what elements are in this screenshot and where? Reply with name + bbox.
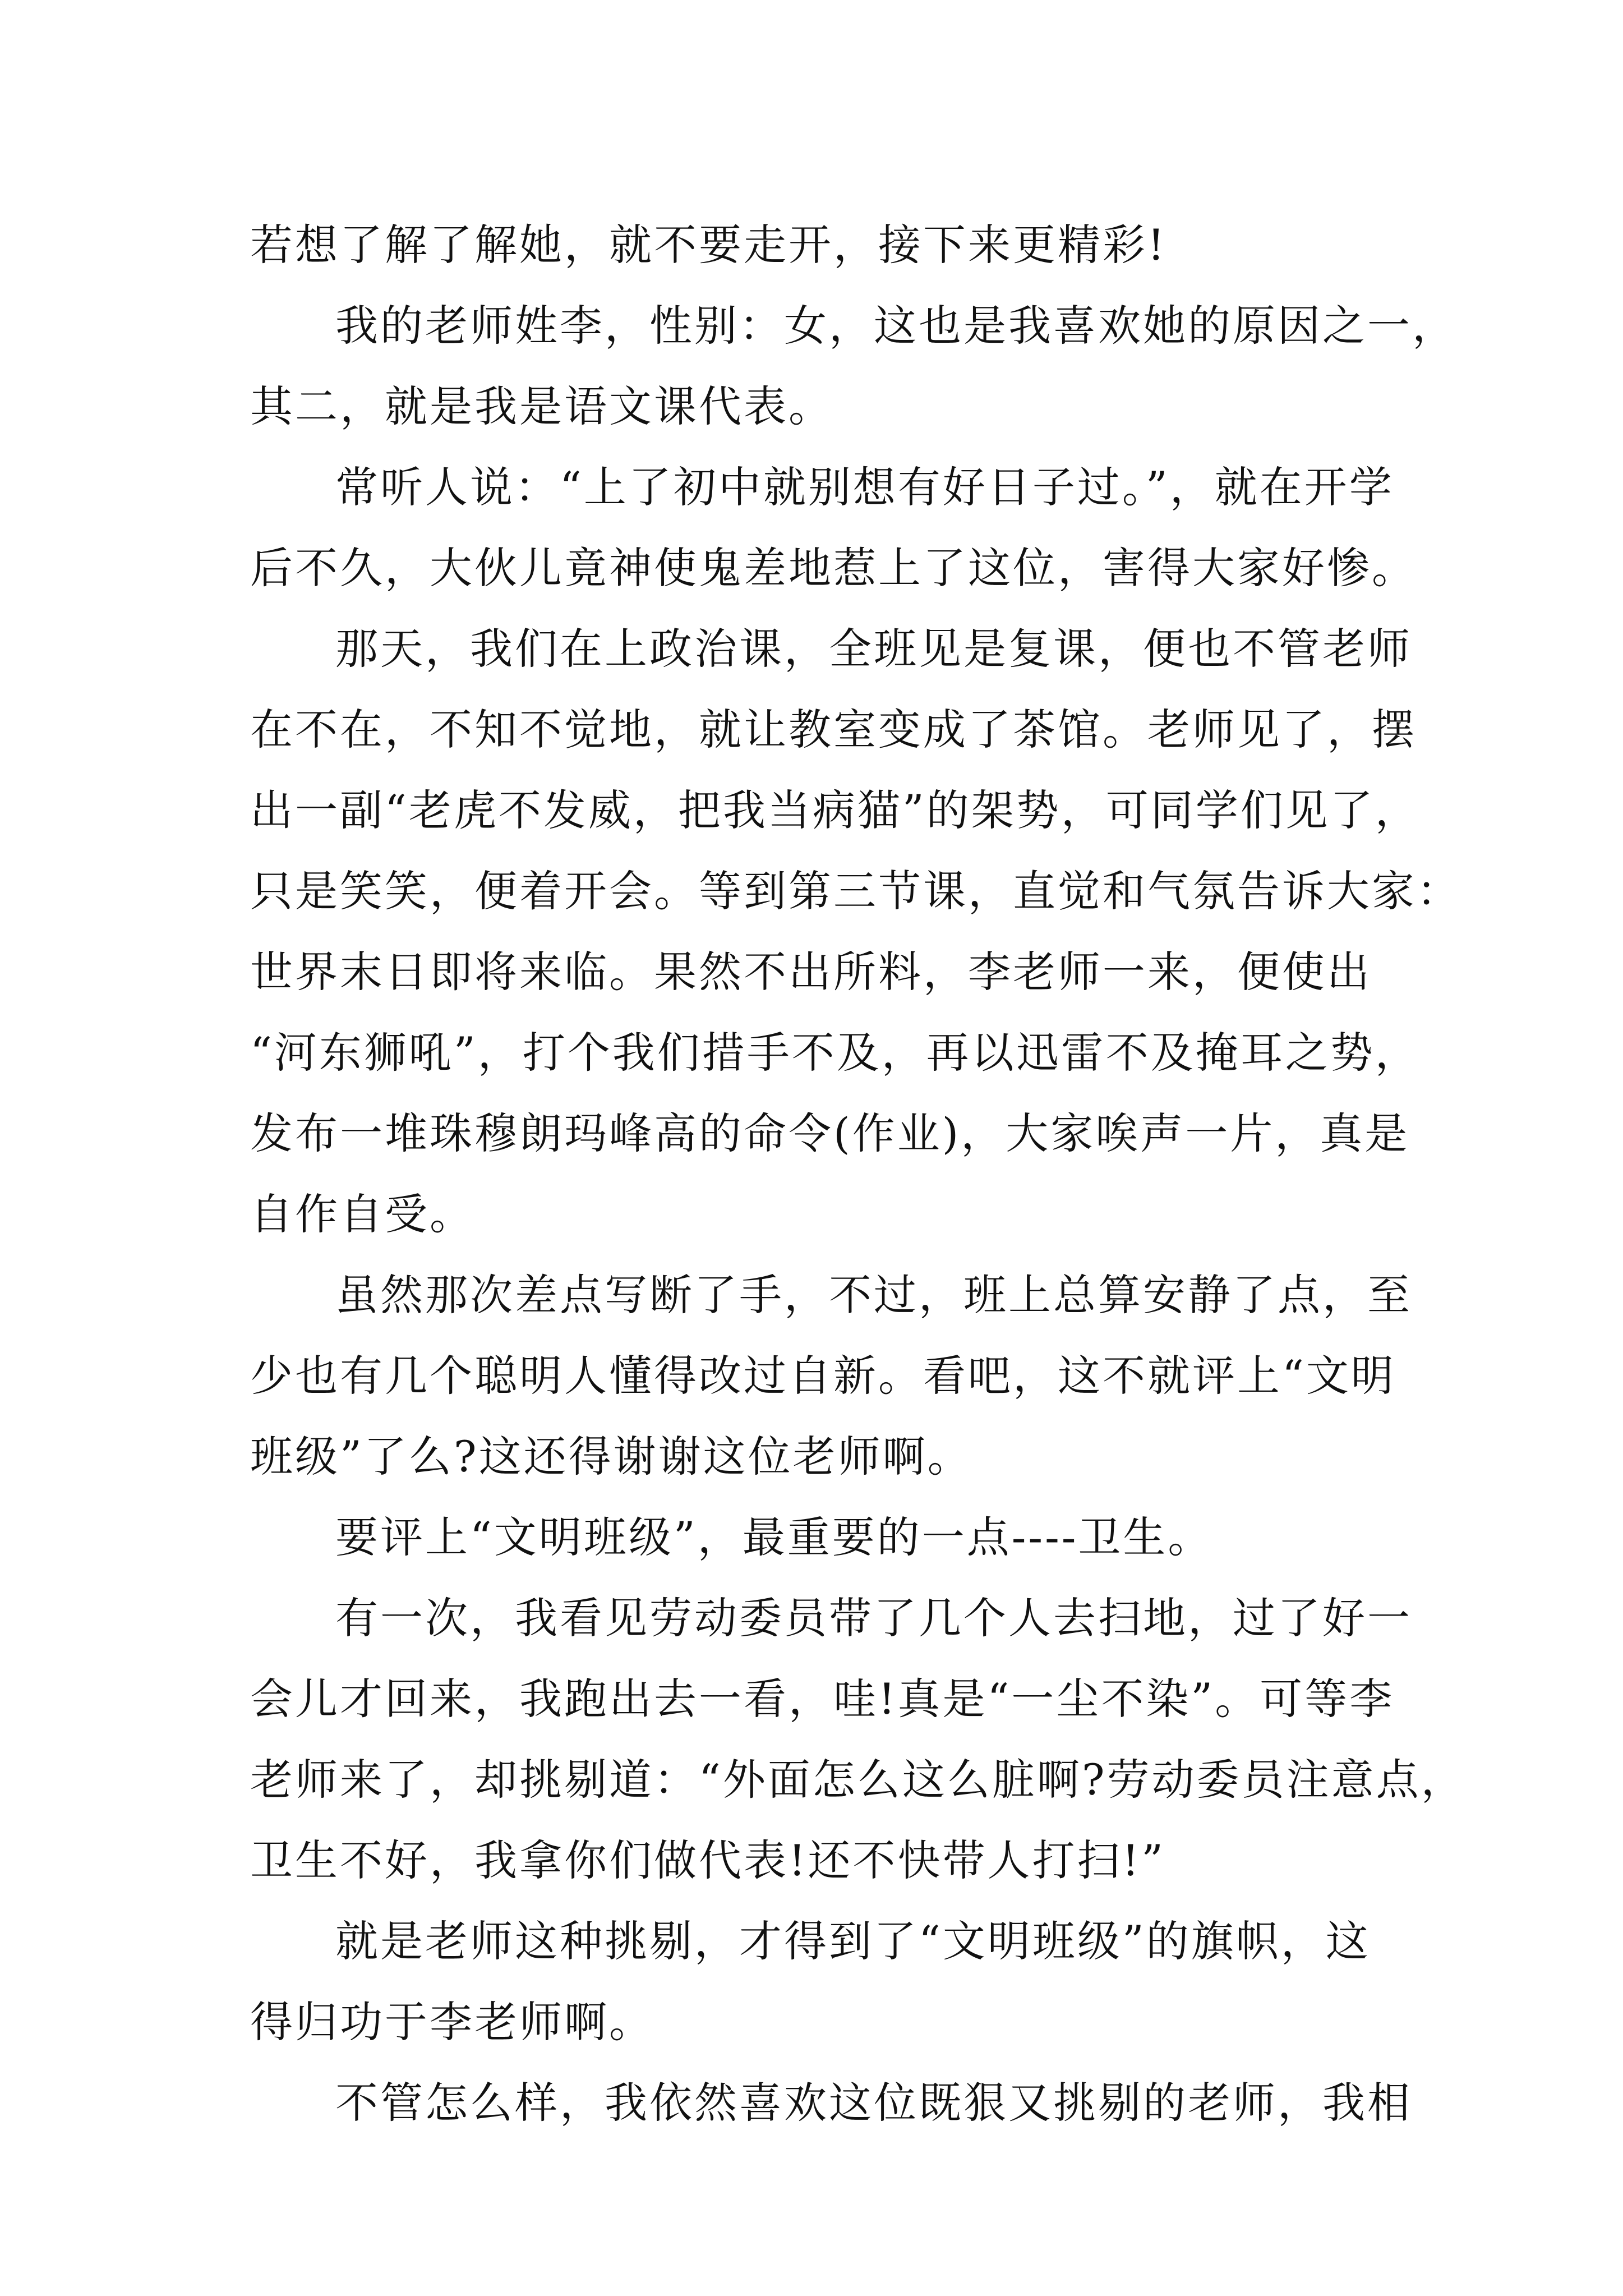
text-line: 不管怎么样，我依然喜欢这位既狠又挑剔的老师，我相: [335, 2078, 1412, 2128]
text-line: 发布一堆珠穆朗玛峰高的命令(作业)，大家唉声一片，真是: [250, 1108, 1410, 1158]
text-line: “河东狮吼”，打个我们措手不及，再以迅雷不及掩耳之势，: [250, 1028, 1420, 1078]
text-line: 我的老师姓李，性别：女，这也是我喜欢她的原因之一，: [335, 301, 1457, 351]
text-line: 后不久，大伙儿竟神使鬼差地惹上了这位，害得大家好惨。: [250, 543, 1417, 593]
text-line: 其二，就是我是语文课代表。: [250, 381, 833, 431]
text-line: 就是老师这种挑剔，才得到了“文明班级”的旗帜，这: [335, 1916, 1371, 1966]
essay-body: [250, 205, 1466, 2143]
text-line: 要评上“文明班级”，最重要的一点----卫生。: [335, 1512, 1213, 1562]
text-line: 得归功于李老师啊。: [250, 1997, 654, 2047]
text-line: 少也有几个聪明人懂得改过自新。看吧，这不就评上“文明: [250, 1351, 1396, 1401]
text-line: 世界末日即将来临。果然不出所料，李老师一来，便使出: [250, 947, 1372, 997]
text-line: 班级”了么?这还得谢谢这位老师啊。: [250, 1432, 972, 1481]
text-line: 那天，我们在上政治课，全班见是复课，便也不管老师: [335, 624, 1412, 674]
text-line: 老师来了，却挑剔道：“外面怎么这么脏啊?劳动委员注意点，: [250, 1755, 1466, 1805]
text-line: 自作自受。: [250, 1189, 474, 1239]
text-line: 在不在，不知不觉地，就让教室变成了茶馆。老师见了，摆: [250, 705, 1417, 754]
text-line: 有一次，我看见劳动委员带了几个人去扫地，过了好一: [335, 1593, 1412, 1643]
text-line: 出一副“老虎不发威，把我当病猫”的架势，可同学们见了，: [250, 785, 1420, 835]
text-line: 常听人说：“上了初中就别想有好日子过。”，就在开学: [335, 462, 1394, 512]
text-line: 卫生不好，我拿你们做代表!还不快带人打扫!”: [250, 1835, 1165, 1885]
text-line: 虽然那次差点写断了手，不过，班上总算安静了点，至: [335, 1270, 1412, 1320]
text-line: 会儿才回来，我跑出去一看，哇!真是“一尘不染”。可等李: [250, 1674, 1395, 1724]
text-line: 只是笑笑，便着开会。等到第三节课，直觉和气氛告诉大家：: [250, 866, 1461, 916]
text-line: 若想了解了解她，就不要走开，接下来更精彩!: [250, 220, 1167, 270]
